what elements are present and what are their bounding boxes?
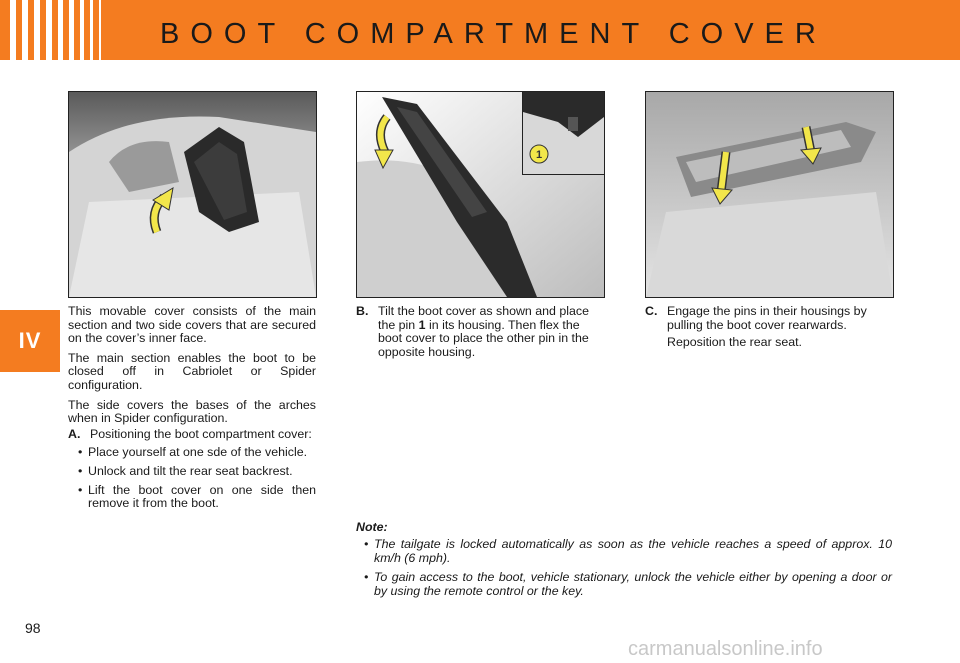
note-title: Note: <box>356 520 388 534</box>
paragraph: This movable cover consists of the main section and two side covers that are secured on the cover’s inner face. <box>68 304 316 346</box>
note-box <box>356 520 892 603</box>
step-letter: C. <box>645 304 658 318</box>
step-letter: B. <box>356 304 369 318</box>
paragraph: The main section enables the boot to be closed off in Cabriolet or Spider configuration. <box>68 350 316 392</box>
left-column <box>68 305 316 516</box>
photo-boot-cover-engage <box>645 91 894 298</box>
watermark: carmanualsonline.info <box>628 638 823 660</box>
step-text: Positioning the boot compartment cover: <box>90 426 312 441</box>
step-text: Engage the pins in their housings by pulling the boot cover rearwards. <box>667 304 867 332</box>
step-text-2: Reposition the rear seat. <box>667 335 802 350</box>
right-column <box>645 305 891 355</box>
list-item: • The tailgate is locked automatically as soon as the vehicle reaches a speed of approx. 10 km/h (6 mph). <box>364 537 892 565</box>
middle-column <box>356 305 602 364</box>
step-c <box>645 305 891 350</box>
step-text: Tilt the boot cover as shown and place the pin 1 in its housing. Then flex the boot cover to place the other pin in the opposite housing. <box>378 304 589 359</box>
header-stripes <box>0 0 110 60</box>
step-a <box>68 428 316 442</box>
paragraph: The side covers the bases of the arches when in Spider configuration. <box>68 397 316 426</box>
list-item: • Place yourself at one sde of the vehicle. <box>78 445 308 460</box>
step-letter: A. <box>68 426 81 441</box>
photo-boot-cover-removal <box>68 91 317 298</box>
list-item: • Lift the boot cover on one side then remove it from the boot. <box>78 482 316 511</box>
photo-pin-detail-inset <box>522 91 605 175</box>
section-number: IV <box>18 328 42 353</box>
list-item: • To gain access to the boot, vehicle stationary, unlock the vehicle either by opening a door or by using the remote control or the key. <box>364 570 892 598</box>
page-title: BOOT COMPARTMENT COVER <box>160 18 827 50</box>
callout-number: 1 <box>535 149 543 161</box>
list-item: • Unlock and tilt the rear seat backrest. <box>78 463 293 478</box>
header-bar <box>0 0 960 60</box>
step-b <box>356 305 602 359</box>
pin-number: 1 <box>418 317 426 332</box>
section-tab <box>0 310 60 372</box>
page-number: 98 <box>25 620 41 636</box>
